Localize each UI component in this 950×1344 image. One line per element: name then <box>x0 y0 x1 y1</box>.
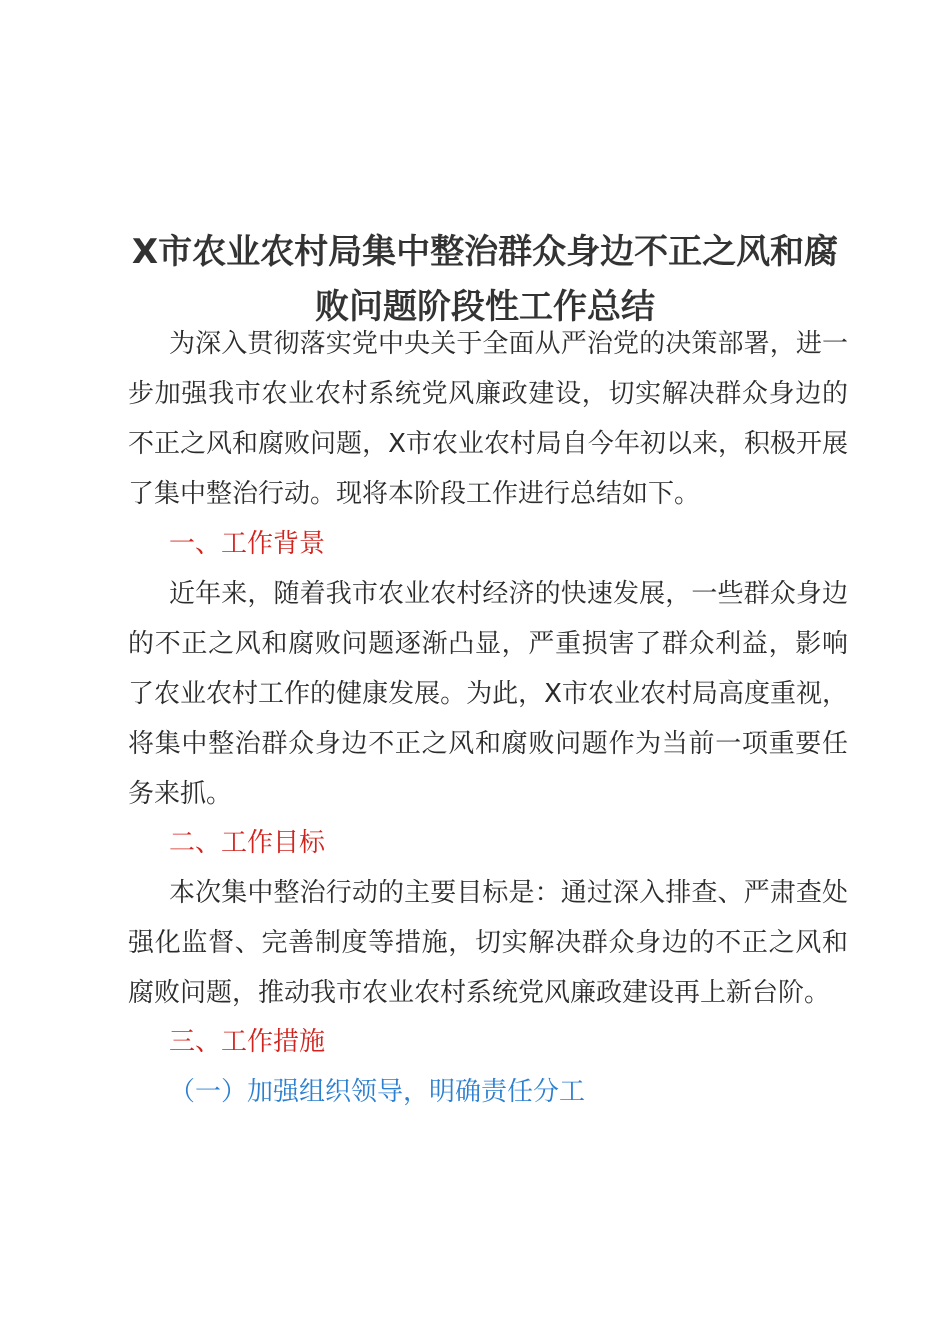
title-line-1: X市农业农村局集中整治群众身边不正之风和腐 <box>131 231 839 272</box>
section-1-paragraph: 近年来，随着我市农业农村经济的快速发展，一些群众身边的不正之风和腐败问题逐渐凸显，严重损害了群众利益，影响了农业农村工作的健康发展。为此，X市农业农村局高度重视，将集中整治群众身边不正之风和腐败问题作为当前一项重要任务来抓。 <box>128 579 848 809</box>
section-2-paragraph: 本次集中整治行动的主要目标是：通过深入排查、严肃查处强化监督、完善制度等措施，切实解决群众身边的不正之风和腐败问题，推动我市农业农村系统党风廉政建设再上新台阶。 <box>128 878 848 1008</box>
section-3-subheading-1: （一）加强组织领导，明确责任分工 <box>169 1077 586 1107</box>
intro-paragraph: 为深入贯彻落实党中央关于全面从严治党的决策部署，进一步加强我市农业农村系统党风廉政建设，切实解决群众身边的不正之风和腐败问题，X市农业农村局自今年初以来，积极开展了集中整治行动。现将本阶段工作进行总结如下。 <box>128 329 848 509</box>
section-3-heading: 三、工作措施 <box>169 1027 326 1057</box>
title-line-2: 败问题阶段性工作总结 <box>315 286 655 327</box>
section-2-heading: 二、工作目标 <box>169 828 326 858</box>
section-1-heading: 一、工作背景 <box>169 529 326 559</box>
